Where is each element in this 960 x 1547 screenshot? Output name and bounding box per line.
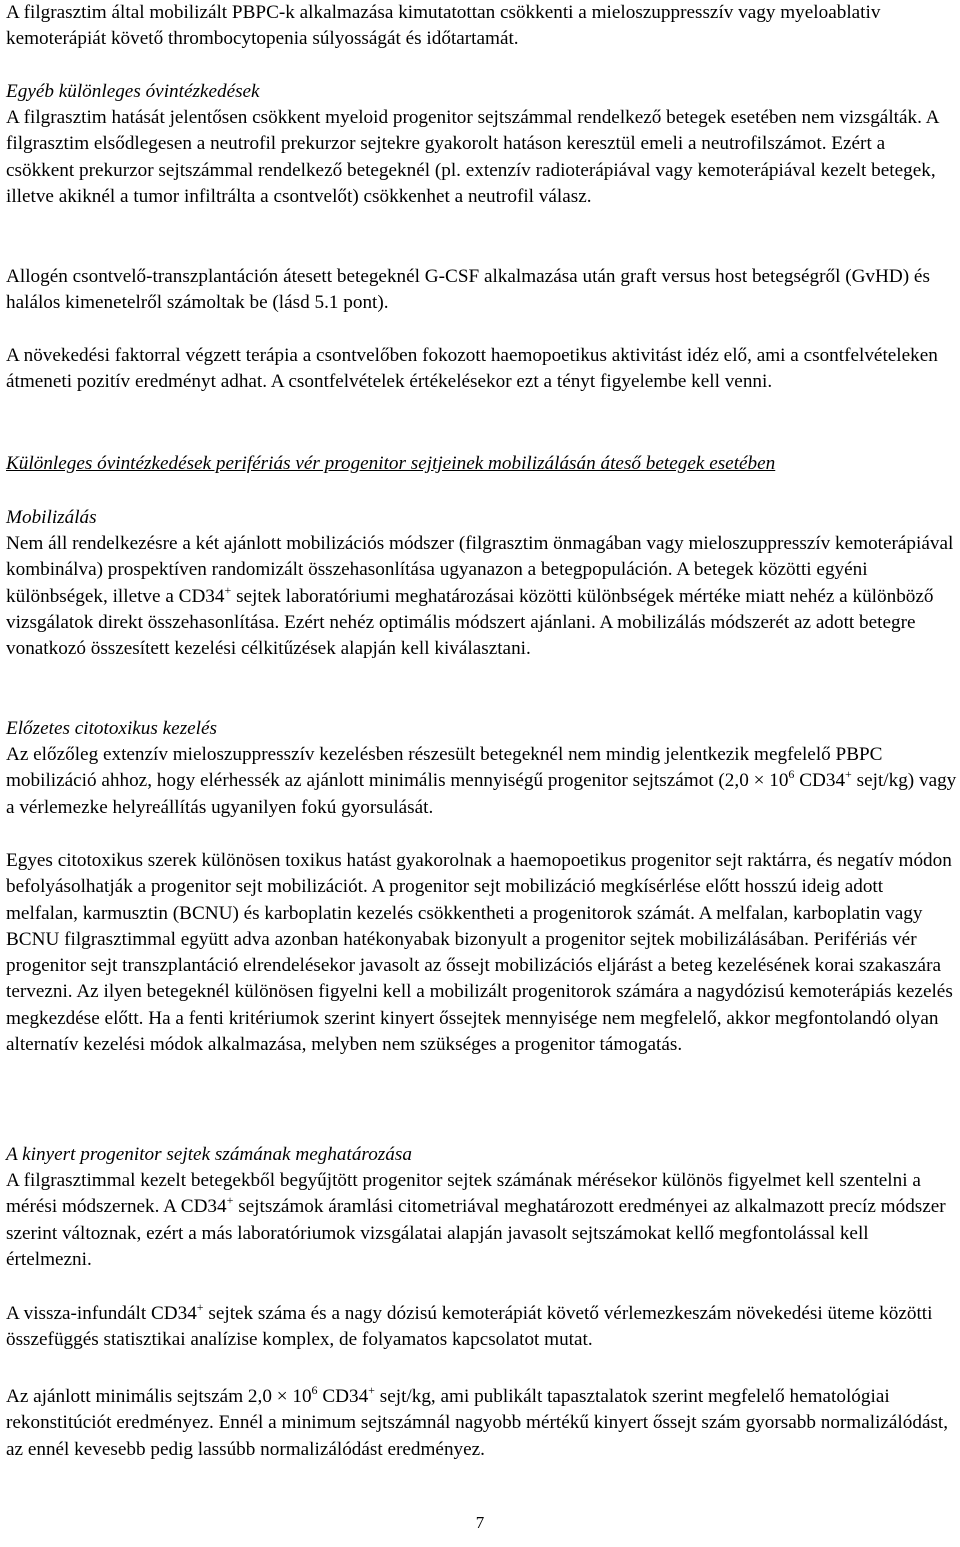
- paragraph-measurement: A filgrasztimmal kezelt betegekből begyűjtött progenitor sejtek számának mérésekor különös figyelmet kell szentelni a mérési módszernek. A CD34+ sejtszámok áramlási citometriával meghatározott eredményei az alkalmazott precíz módszer szerint változnak, ezért a más laboratóriumok vizsgálatai alapján javasolt sejtszámokat kellő megfontolással kell értelmezni.: [6, 1170, 946, 1270]
- paragraph-cytotoxic-agents: Egyes citotoxikus szerek különösen toxikus hatást gyakorolnak a haemopoetikus progenitor sejt raktárra, és negatív módon befolyásolhatják a progenitor sejt mobilizációt. A progenitor sejt mobilizáció megkísérlése előtt hosszú ideig adott melfalan, karmusztin (BCNU) és karboplatin kezelés csökkentheti a progenitorok számát. A melfalan, karboplatin vagy BCNU filgrasztimmal együtt adva azonban hatékonyabak bizonyult a progenitor sejtek mobilizálásában. Perifériás vér progenitor sejt transzplantáció elrendelésekor javasolt az őssejt mobilizációs eljárást a beteg kezelésének korai szakaszára tervezni. Az ilyen betegeknél különösen figyelni kell a mobilizált progenitorok számára a nagydózisú kemoterápiás kezelés megkezdése előtt. Ha a fenti kritériumok szerint kinyert őssejtek mennyisége nem megfelelő, akkor megfontolandó olyan alternatív kezelési módok alkalmazása, melyben nem szükséges a progenitor támogatás.: [6, 850, 953, 1056]
- paragraph-myeloid-progenitor: A filgrasztim hatását jelentősen csökkent myeloid progenitor sejtszámmal rendelkező betegek esetében nem vizsgálták. A filgrasztim elsődlegesen a neutrofil prekurzor sejtekre gyakorolt hatáson keresztül emeli a neutrofilszámot. Ezért a csökkent prekurzor sejtszámmal rendelkező betegeknél (pl. extenzív radioterápiával vagy kemoterápiával kezelt betegek, illetve akiknél a tumor infiltrálta a csontvelőt) csökkenhet a neutrofil válasz.: [6, 107, 939, 207]
- heading-special-precautions-pbpc: Különleges óvintézkedések perifériás vér progenitor sejtjeinek mobilizálásán áteső betegek esetében: [6, 453, 776, 474]
- page-number: 7: [475, 1513, 485, 1532]
- paragraph-bone-imaging: A növekedési faktorral végzett terápia a csontvelőben fokozott haemopoetikus aktivitást idéz elő, ami a csontfelvételeken átmeneti pozitív eredményt adhat. A csontfelvételek értékelésekor ezt a tényt figyelembe kell venni.: [6, 345, 938, 393]
- heading-mobilization: Mobilizálás: [6, 507, 97, 528]
- paragraph-minimum-cell-count: Az ajánlott minimális sejtszám $2,0 \times 10^6$ CD34+ sejt/kg, ami publikált tapasztalatok szerint megfelelő hematológiai rekonstitúciót eredményez. Ennél a minimum sejtszámnál nagyobb mértékű kinyert őssejt szám gyorsabb normalizálódást, az ennél kevesebb pedig lassúbb normalizálódást eredményez.: [6, 1383, 949, 1460]
- heading-progenitor-assessment: A kinyert progenitor sejtek számának meghatározása: [6, 1144, 412, 1165]
- paragraph-allogeneic-transplant: Allogén csontvelő-transzplantáción átesett betegeknél G-CSF alkalmazása után graft versus host betegségről (GvHD) és halálos kimenetelről számoltak be (lásd 5.1 pont).: [6, 266, 930, 314]
- paragraph-pbpc-thrombocytopenia: A filgrasztim által mobilizált PBPC-k alkalmazása kimutatottan csökkenti a mieloszuppresszív vagy myeloablativ kemoterápiát követő thrombocytopenia súlyosságát és időtartamát.: [6, 2, 881, 50]
- heading-other-precautions: Egyéb különleges óvintézkedések: [6, 81, 260, 102]
- heading-prior-cytotoxic: Előzetes citotoxikus kezelés: [6, 718, 217, 739]
- paragraph-reinfused-cells: A vissza-infundált CD34+ sejtek száma és a nagy dózisú kemoterápiát követő vérlemezkeszám növekedési üteme közötti összefüggés statisztikai analízise komplex, de folyamatos kapcsolatot mutat.: [6, 1300, 933, 1351]
- paragraph-prior-treatment: Az előzőleg extenzív mieloszuppresszív kezelésben részesült betegeknél nem mindig jelentkezik megfelelő PBPC mobilizáció ahhoz, hogy elérhessék az ajánlott minimális mennyiségű progenitor sejtszámot ($2,0 \times 10^6$ CD34+ sejt/kg) vagy a vérlemezke helyreállítás ugyanilyen fokú gyorsulását.: [6, 744, 957, 818]
- paragraph-mobilization: Nem áll rendelkezésre a két ajánlott mobilizációs módszer (filgrasztim önmagában vagy mieloszuppresszív kemoterápiával kombinálva) prospektíven randomizált összehasonlítása ugyanazon a betegpopuláción. A betegek közötti egyéni különbségek, illetve a CD34+ sejtek laboratóriumi meghatározásai közötti különbségek mértéke miatt nehéz a különböző vizsgálatok direkt összehasonlítása. Ezért nehéz optimális módszert ajánlani. A mobilizálás módszerét az adott betegre vonatkozó összesített kezelési célkitűzések alapján kell kiválasztani.: [6, 533, 954, 660]
